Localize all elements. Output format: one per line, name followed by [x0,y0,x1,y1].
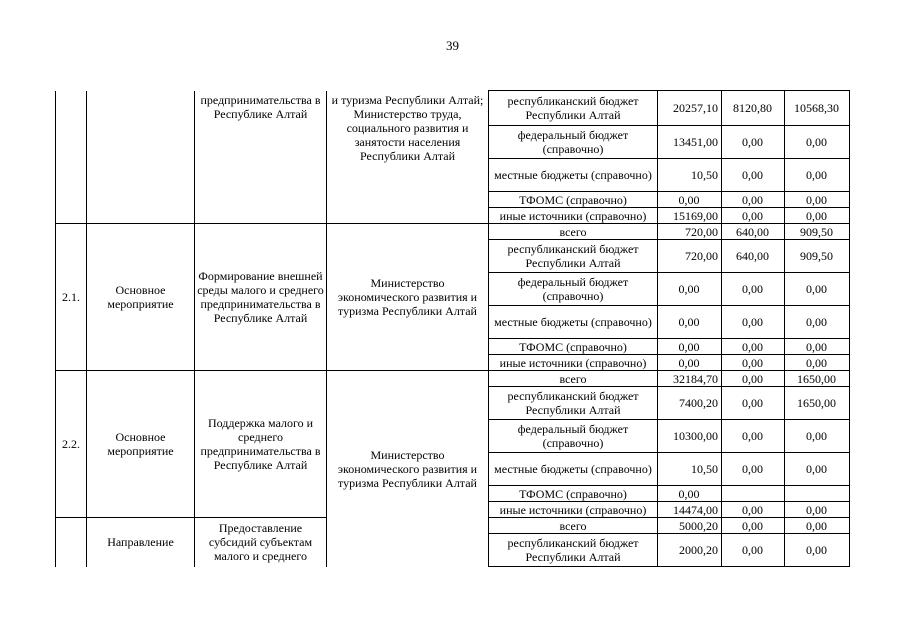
value-cell: 15169,00 [658,208,722,224]
value-cell: 0,00 [785,502,850,518]
value-cell: 0,00 [785,126,850,159]
value-cell: 0,00 [658,355,722,371]
cont-type-cell [87,91,195,224]
funding-source: республиканский бюджет Республики Алтай [489,387,658,420]
funding-source: всего [489,224,658,240]
value-cell: 0,00 [722,273,785,306]
direction-type: Направление [87,518,195,567]
value-cell: 0,00 [722,355,785,371]
value-cell: 0,00 [722,371,785,387]
value-cell: 13451,00 [658,126,722,159]
value-cell [722,486,785,502]
item-executor: Министерство экономического развития и туризма Республики Алтай [327,371,489,567]
value-cell: 0,00 [658,306,722,339]
value-cell: 0,00 [722,453,785,486]
item-number: 2.2. [56,371,87,518]
value-cell: 909,50 [785,224,850,240]
funding-source: местные бюджеты (справочно) [489,306,658,339]
item-executor: Министерство экономического развития и туризма Республики Алтай [327,224,489,371]
funding-source: федеральный бюджет (справочно) [489,273,658,306]
funding-source: ТФОМС (справочно) [489,339,658,355]
value-cell: 1650,00 [785,387,850,420]
value-cell: 0,00 [785,420,850,453]
cont-number-cell [56,91,87,224]
funding-source: ТФОМС (справочно) [489,192,658,208]
value-cell: 0,00 [722,126,785,159]
item-name: Формирование внешней среды малого и среднего предпринимательства в Республике Алтай [195,224,327,371]
value-cell: 10300,00 [658,420,722,453]
value-cell: 0,00 [785,273,850,306]
value-cell: 0,00 [658,486,722,502]
value-cell: 909,50 [785,240,850,273]
table-row [56,91,850,126]
value-cell: 0,00 [722,306,785,339]
value-cell: 0,00 [722,192,785,208]
table-row [56,371,850,387]
value-cell: 0,00 [658,339,722,355]
funding-source: иные источники (справочно) [489,355,658,371]
value-cell: 32184,70 [658,371,722,387]
value-cell: 0,00 [722,159,785,192]
value-cell: 0,00 [785,306,850,339]
funding-source: иные источники (справочно) [489,502,658,518]
value-cell: 0,00 [785,159,850,192]
funding-source: ТФОМС (справочно) [489,486,658,502]
funding-source: всего [489,518,658,534]
value-cell: 10568,30 [785,91,850,126]
value-cell: 0,00 [722,208,785,224]
value-cell: 0,00 [785,534,850,567]
value-cell: 0,00 [722,502,785,518]
funding-source: всего [489,371,658,387]
value-cell: 0,00 [785,339,850,355]
funding-source: республиканский бюджет Республики Алтай [489,240,658,273]
value-cell: 640,00 [722,240,785,273]
value-cell: 0,00 [722,387,785,420]
value-cell: 10,50 [658,159,722,192]
value-cell: 0,00 [658,273,722,306]
value-cell: 720,00 [658,224,722,240]
cont-responsible: предпринимательства в Республике Алтай [195,91,327,224]
value-cell: 0,00 [722,518,785,534]
funding-source: местные бюджеты (справочно) [489,159,658,192]
value-cell: 720,00 [658,240,722,273]
value-cell: 2000,20 [658,534,722,567]
value-cell: 20257,10 [658,91,722,126]
table-row [56,224,850,240]
funding-source: республиканский бюджет Республики Алтай [489,534,658,567]
item-type: Основное мероприятие [87,224,195,371]
item-type: Основное мероприятие [87,371,195,518]
funding-source: местные бюджеты (справочно) [489,453,658,486]
value-cell: 0,00 [722,420,785,453]
value-cell: 640,00 [722,224,785,240]
funding-source: иные источники (справочно) [489,208,658,224]
funding-source: федеральный бюджет (справочно) [489,126,658,159]
value-cell: 0,00 [722,339,785,355]
value-cell: 0,00 [722,534,785,567]
funding-source: федеральный бюджет (справочно) [489,420,658,453]
value-cell: 14474,00 [658,502,722,518]
budget-table [55,90,850,567]
value-cell: 1650,00 [785,371,850,387]
item-number: 2.1. [56,224,87,371]
value-cell: 0,00 [785,453,850,486]
value-cell: 10,50 [658,453,722,486]
value-cell: 0,00 [785,518,850,534]
value-cell: 0,00 [785,355,850,371]
page-number: 39 [446,38,459,53]
value-cell: 0,00 [785,192,850,208]
value-cell: 0,00 [785,208,850,224]
value-cell: 5000,20 [658,518,722,534]
funding-source: республиканский бюджет Республики Алтай [489,91,658,126]
direction-number-cell [56,518,87,567]
direction-name: Предоставление субсидий субъектам малого и среднего [195,518,327,567]
item-name: Поддержка малого и среднего предпринимательства в Республике Алтай [195,371,327,518]
value-cell: 0,00 [658,192,722,208]
cont-executor: и туризма Республики Алтай; Министерство труда, социального развития и занятости населения Республики Алтай [327,91,489,224]
value-cell: 7400,20 [658,387,722,420]
value-cell [785,486,850,502]
value-cell: 8120,80 [722,91,785,126]
